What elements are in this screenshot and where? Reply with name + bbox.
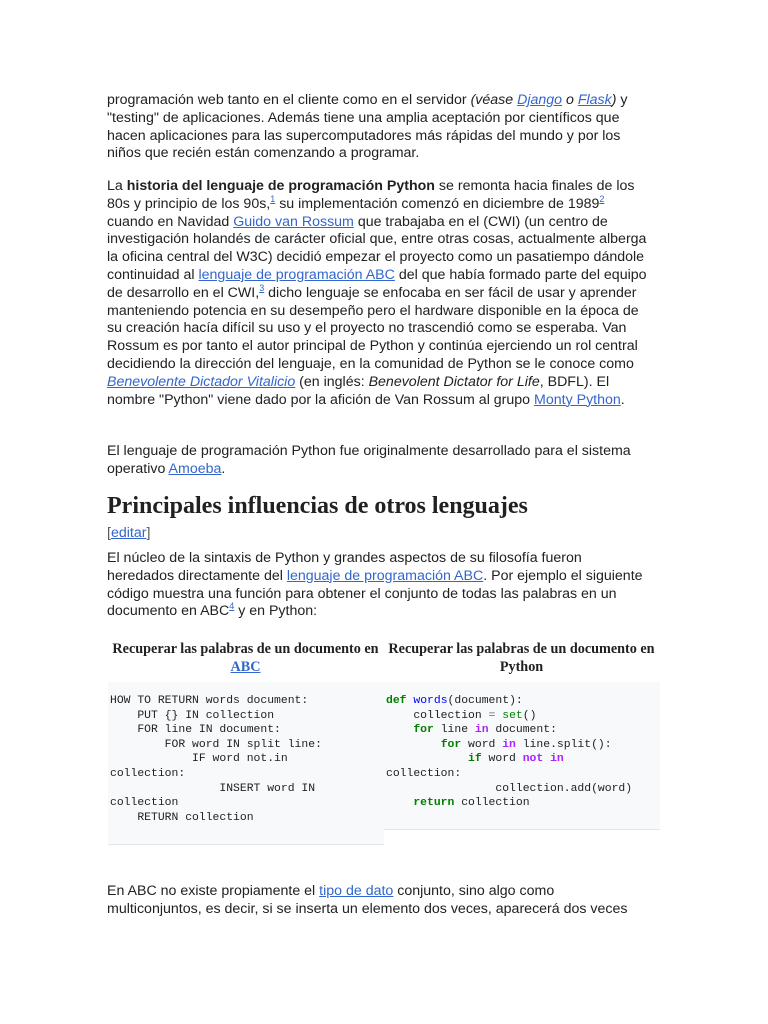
italic-bdfl-english: Benevolent Dictator for Life — [368, 373, 540, 390]
text: programación web tanto en el cliente como en el servidor — [107, 92, 471, 108]
text: que trabajaba en el (CWI) (un centro de investigación holandés de carácter oficial que, entre otras cosas, actualmente alberga la oficina central del W3C) decidió empezar el proyecto como un pasatiempo dándole continuidad al — [107, 213, 647, 283]
text: y en Python: — [234, 603, 318, 620]
text: o — [562, 92, 578, 108]
paragraph-sets — [107, 883, 652, 919]
table-header-abc — [108, 640, 383, 676]
link-guido-van-rossum[interactable]: Guido van Rossum — [233, 213, 354, 230]
code-text: collection: — [386, 767, 462, 780]
text: El núcleo de la sintaxis de Python y grandes aspectos de su filosofía fueron heredados directamente del — [107, 550, 582, 584]
operator: = — [488, 709, 496, 722]
link-flask[interactable]: Flask — [577, 92, 612, 108]
code-text: collection — [454, 797, 530, 810]
text: del que había formado parte del equipo de desarrollo en el CWI, — [107, 266, 647, 301]
keyword: return — [413, 797, 455, 810]
reference-4[interactable]: 4 — [229, 601, 235, 612]
keyword: def — [386, 695, 407, 707]
table-header-python: Recuperar las palabras de un documento en Python — [388, 641, 655, 675]
link-monty-python[interactable]: Monty Python — [534, 391, 621, 408]
text: El lenguaje de programación Python fue originalmente desarrollado para el sistema operativo — [107, 443, 631, 477]
code-block-abc: HOW TO RETURN words document: PUT {} IN collection FOR line IN document: FOR word IN split line: IF word not.in collection: INSERT word IN collection RETURN collection — [108, 682, 384, 845]
link-tipo-de-dato[interactable]: tipo de dato — [319, 883, 394, 899]
italic-see-also — [471, 92, 617, 108]
text: (en inglés: — [295, 373, 369, 390]
keyword: for — [440, 738, 462, 751]
link-bdfl[interactable]: Benevolente Dictador Vitalicio — [107, 373, 296, 390]
code-text: (document): — [447, 695, 523, 707]
text: su implementación comenzó en diciembre de 1989 — [275, 195, 600, 212]
bracket: ] — [146, 525, 151, 541]
link-abc-language[interactable]: lenguaje de programación ABC — [286, 567, 484, 584]
link-abc[interactable]: ABC — [230, 659, 261, 675]
bracket: [ — [107, 525, 111, 541]
link-django[interactable]: Django — [517, 92, 563, 108]
section-heading: Principales influencias de otros lenguajes — [107, 493, 528, 519]
text: . Por ejemplo el siguiente código muestra una función para obtener el conjunto de todas las palabras en un documento en ABC — [107, 567, 643, 620]
operator: in — [502, 738, 516, 751]
code-text: () — [522, 709, 537, 722]
code-text: collection.add(word) — [495, 782, 633, 795]
paragraph-influences — [107, 550, 652, 621]
text: . — [620, 391, 625, 408]
builtin: set — [502, 709, 523, 722]
section-edit — [107, 524, 150, 542]
reference-2[interactable]: 2 — [599, 193, 605, 204]
bold-history-term: historia del lenguaje de programación Python — [126, 178, 435, 194]
reference-3[interactable]: 3 — [259, 282, 265, 293]
code-text: word — [461, 738, 503, 751]
text: . — [221, 460, 226, 477]
code-text: word — [481, 753, 523, 766]
header-text: Recuperar las palabras de un documento en — [112, 641, 379, 657]
text: conjunto, sino algo como multiconjuntos, es decir, si se inserta un elemento dos veces, aparecerá dos veces — [107, 883, 628, 917]
paragraph-amoeba — [107, 443, 652, 479]
keyword: if — [468, 753, 482, 766]
text: ) — [611, 92, 617, 108]
operator: not — [522, 753, 544, 766]
reference-1[interactable]: 1 — [270, 193, 276, 204]
code-text: collection — [413, 709, 489, 722]
text: se remonta hacia finales de los 80s y principio de los 90s, — [107, 178, 635, 212]
keyword: for — [413, 724, 434, 737]
text: (véase — [470, 92, 518, 108]
paragraph-history — [107, 178, 652, 409]
code-text: document: — [488, 724, 557, 737]
code-block-python — [384, 682, 660, 830]
function-name: words — [413, 695, 448, 707]
edit-link[interactable]: editar — [110, 525, 147, 541]
code-text: line.split(): — [515, 738, 612, 751]
text: y "testing" de aplicaciones. Además tiene una amplia aceptación por científicos que hacen aplicaciones para las supercomputadores más rápidas del mundo y por los niños que recién están comenzando a programar. — [107, 92, 628, 162]
text: dicho lenguaje se enfocaba en ser fácil de usar y aprender manteniendo potencia en su desempeño pero el hardware disponible en la época de su creación hacía difícil su uso y el proyecto no trascendió como se esperaba. Van Rossum es por tanto el autor principal de Python y continúa ejerciendo un rol central decidiendo la dirección del lenguaje, en la comunidad de Python se le conoce como — [107, 284, 639, 372]
code-text: line — [433, 724, 475, 737]
text: , BDFL). El nombre "Python" viene dado por la afición de Van Rossum al grupo — [107, 373, 610, 408]
operator: in — [550, 753, 564, 766]
text: cuando en Navidad — [107, 213, 234, 230]
link-amoeba[interactable]: Amoeba — [168, 460, 222, 477]
operator: in — [474, 724, 489, 737]
link-abc-language[interactable]: lenguaje de programación ABC — [198, 266, 395, 283]
text: En ABC no existe propiamente el — [107, 883, 320, 899]
paragraph-intro — [107, 92, 652, 163]
text: La — [107, 178, 127, 194]
